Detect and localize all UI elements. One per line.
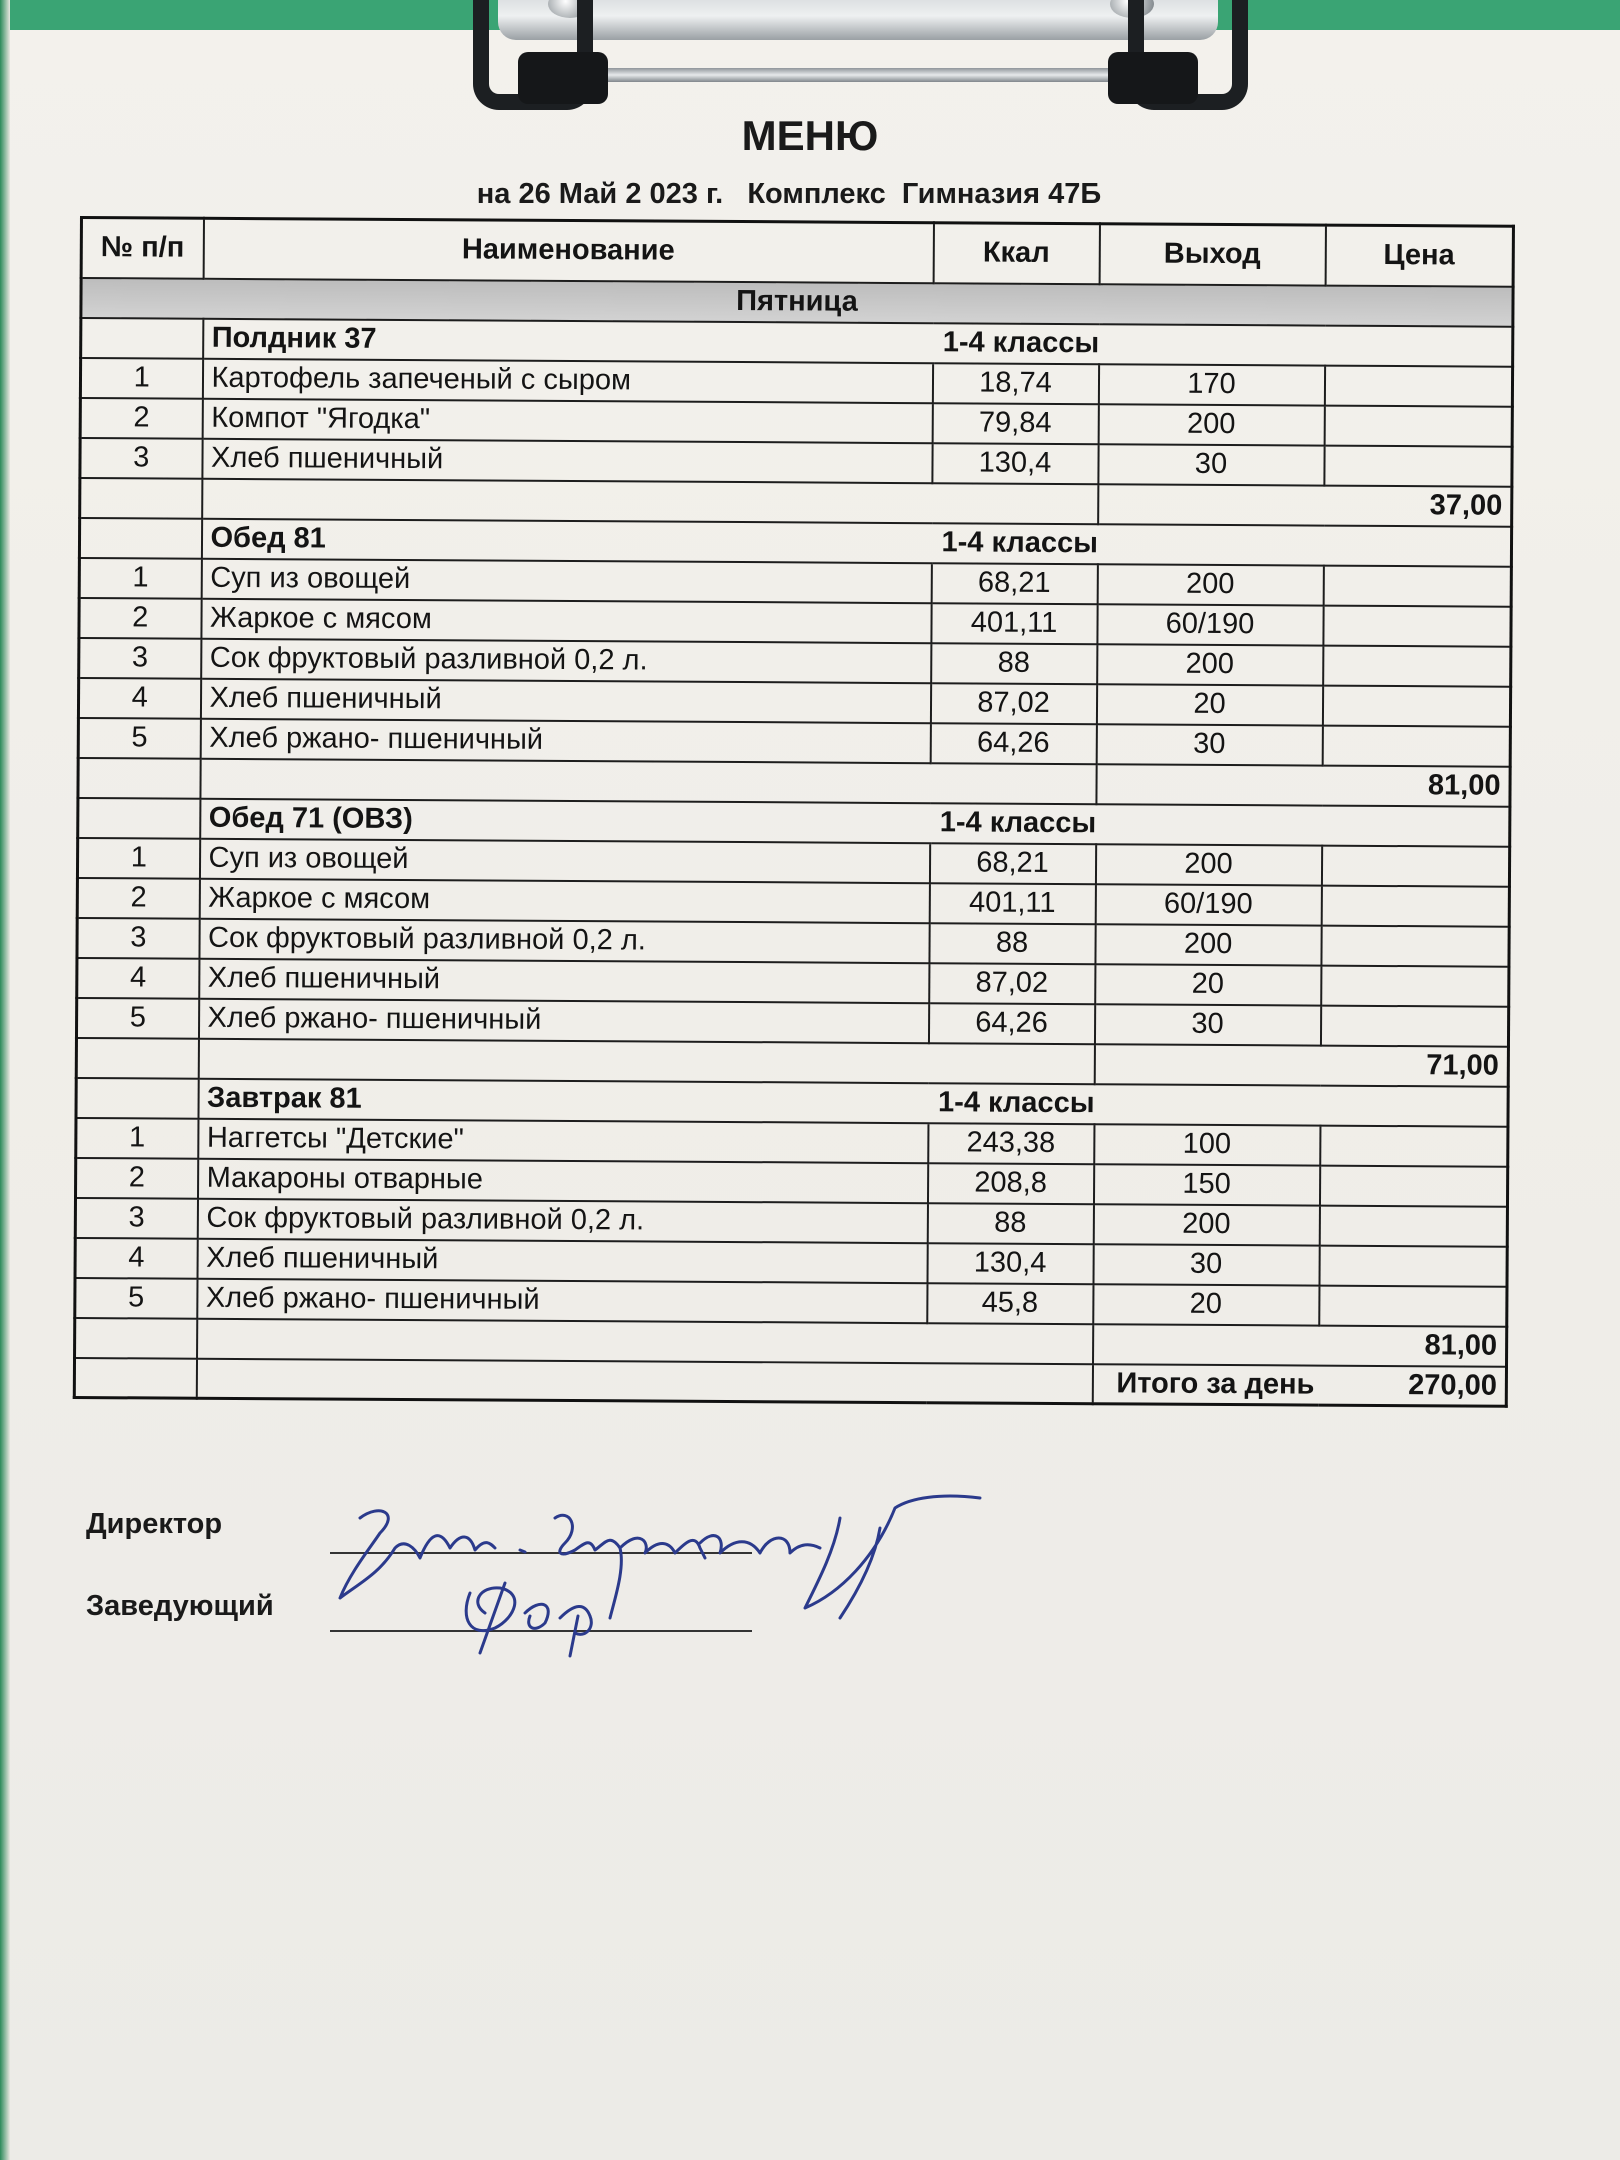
item-number: 5 <box>78 717 200 758</box>
item-kcal: 45,8 <box>927 1283 1093 1324</box>
clipboard-edge <box>0 0 10 2160</box>
item-name: Сок фруктовый разливной 0,2 л. <box>197 1198 927 1242</box>
menu-title: МЕНЮ <box>741 112 879 159</box>
item-number: 3 <box>79 638 201 679</box>
item-kcal: 18,74 <box>932 363 1098 404</box>
item-output: 60/190 <box>1097 604 1323 645</box>
item-kcal: 64,26 <box>930 723 1096 764</box>
item-kcal: 68,21 <box>929 843 1095 884</box>
item-kcal: 88 <box>929 923 1095 964</box>
item-price <box>1323 565 1511 606</box>
item-price <box>1323 605 1511 646</box>
item-output: 30 <box>1096 724 1322 765</box>
section-class: 1-4 классы <box>933 323 1513 367</box>
item-number: 2 <box>80 398 202 439</box>
manager-label: Заведующий <box>86 1590 274 1622</box>
item-output: 150 <box>1093 1164 1319 1205</box>
day-total-value: 270,00 <box>1318 1365 1506 1406</box>
item-output: 200 <box>1097 644 1323 685</box>
director-handwriting <box>340 1496 980 1618</box>
day-total-label: Итого за день <box>1092 1364 1318 1405</box>
col-header-kcal: Ккал <box>933 223 1099 284</box>
item-output: 30 <box>1094 1004 1320 1045</box>
item-price <box>1319 1245 1507 1286</box>
item-kcal: 79,84 <box>932 403 1098 444</box>
item-output: 200 <box>1098 404 1324 445</box>
item-price <box>1319 1165 1507 1206</box>
section-total: 37,00 <box>1098 484 1512 527</box>
handwritten-signatures <box>320 1488 1000 1658</box>
section-num-cell <box>76 1077 198 1118</box>
total-blank-cell <box>198 1038 1094 1083</box>
item-output: 200 <box>1093 1204 1319 1245</box>
item-number: 3 <box>77 917 199 958</box>
item-name: Хлеб пшеничный <box>202 438 932 482</box>
clip-grip-left <box>518 52 608 104</box>
item-price <box>1321 965 1509 1006</box>
day-total-row <box>74 1357 1506 1406</box>
item-name: Хлеб пшеничный <box>197 1238 927 1282</box>
item-kcal: 130,4 <box>927 1243 1093 1284</box>
item-output: 30 <box>1098 444 1324 485</box>
item-kcal: 87,02 <box>930 683 1096 724</box>
manager-handwriting <box>466 1583 591 1656</box>
item-number: 4 <box>75 1237 197 1278</box>
item-name: Сок фруктовый разливной 0,2 л. <box>201 638 931 682</box>
section-num-cell <box>78 797 200 838</box>
item-price <box>1321 885 1509 926</box>
total-num-cell <box>78 757 200 798</box>
item-number: 1 <box>77 837 199 878</box>
item-price <box>1324 365 1512 406</box>
item-output: 200 <box>1095 924 1321 965</box>
item-price <box>1321 925 1509 966</box>
item-number: 2 <box>79 598 201 639</box>
item-output: 200 <box>1095 844 1321 885</box>
item-output: 20 <box>1096 684 1322 725</box>
item-name: Сок фруктовый разливной 0,2 л. <box>199 918 929 962</box>
table-header-row <box>81 218 1513 287</box>
menu-table-body <box>74 278 1513 1407</box>
item-number: 5 <box>76 997 198 1038</box>
item-number: 4 <box>78 678 200 719</box>
item-name: Хлеб ржано- пшеничный <box>198 998 928 1042</box>
item-kcal: 208,8 <box>927 1163 1093 1204</box>
item-number: 1 <box>80 358 202 399</box>
item-kcal: 401,11 <box>929 883 1095 924</box>
section-name: Обед 71 (ОВЗ) <box>200 798 930 842</box>
item-price <box>1320 1005 1508 1046</box>
item-output: 30 <box>1093 1244 1319 1285</box>
menu-subtitle: на 26 Май 2 023 г. Комплекс Гимназия 47Б <box>476 178 1102 210</box>
item-name: Хлеб пшеничный <box>200 678 930 722</box>
item-number: 2 <box>76 1157 198 1198</box>
section-total: 81,00 <box>1096 764 1510 807</box>
item-kcal: 88 <box>927 1203 1093 1244</box>
total-blank-cell <box>197 1318 1093 1363</box>
section-total: 81,00 <box>1093 1324 1507 1367</box>
item-price <box>1322 725 1510 766</box>
item-name: Хлеб пшеничный <box>199 958 929 1002</box>
item-name: Наггетсы "Детские" <box>198 1118 928 1162</box>
item-output: 20 <box>1095 964 1321 1005</box>
item-number: 1 <box>79 558 201 599</box>
item-kcal: 88 <box>931 643 1097 684</box>
section-name: Полдник 37 <box>203 318 933 362</box>
item-price <box>1322 685 1510 726</box>
col-header-output: Выход <box>1099 224 1325 285</box>
item-kcal: 130,4 <box>932 443 1098 484</box>
section-num-cell <box>81 318 203 359</box>
section-name: Завтрак 81 <box>198 1078 928 1122</box>
day-label: Пятница <box>81 278 1513 327</box>
item-name: Жаркое с мясом <box>199 878 929 922</box>
item-price <box>1321 845 1509 886</box>
day-total-num-cell <box>74 1357 196 1398</box>
section-num-cell <box>79 518 201 559</box>
clip-wire <box>538 68 1178 82</box>
item-price <box>1320 1125 1508 1166</box>
item-number: 3 <box>75 1197 197 1238</box>
item-number: 5 <box>75 1277 197 1318</box>
total-blank-cell <box>200 758 1096 803</box>
item-price <box>1319 1205 1507 1246</box>
col-header-name: Наименование <box>203 218 933 282</box>
col-header-num: № п/п <box>81 218 203 279</box>
item-output: 170 <box>1098 364 1324 405</box>
item-price <box>1319 1285 1507 1326</box>
item-kcal: 64,26 <box>928 1003 1094 1044</box>
col-header-price: Цена <box>1325 225 1513 286</box>
total-num-cell <box>75 1317 197 1358</box>
clipboard-clip <box>468 0 1248 130</box>
item-number: 4 <box>77 957 199 998</box>
item-price <box>1324 405 1512 446</box>
section-class: 1-4 классы <box>930 803 1510 847</box>
total-blank-cell <box>202 478 1098 523</box>
item-output: 100 <box>1094 1124 1320 1165</box>
item-number: 2 <box>77 877 199 918</box>
item-name: Компот "Ягодка" <box>202 398 932 442</box>
day-total-blank-cell <box>196 1358 1092 1403</box>
total-num-cell <box>76 1037 198 1078</box>
item-output: 60/190 <box>1095 884 1321 925</box>
item-price <box>1323 645 1511 686</box>
item-output: 200 <box>1097 564 1323 605</box>
item-price <box>1324 445 1512 486</box>
item-kcal: 243,38 <box>928 1123 1094 1164</box>
item-output: 20 <box>1093 1284 1319 1325</box>
item-number: 1 <box>76 1117 198 1158</box>
item-kcal: 87,02 <box>929 963 1095 1004</box>
director-label: Директор <box>86 1508 223 1540</box>
item-number: 3 <box>80 438 202 479</box>
item-name: Суп из овощей <box>201 558 931 602</box>
clip-grip-right <box>1108 52 1198 104</box>
menu-table <box>73 216 1515 1408</box>
item-kcal: 401,11 <box>931 603 1097 644</box>
section-class: 1-4 классы <box>931 523 1511 567</box>
item-name: Макароны отварные <box>198 1158 928 1202</box>
section-total: 71,00 <box>1094 1044 1508 1087</box>
total-num-cell <box>80 478 202 519</box>
section-class: 1-4 классы <box>928 1083 1508 1127</box>
item-name: Хлеб ржано- пшеничный <box>197 1278 927 1322</box>
section-name: Обед 81 <box>201 518 931 562</box>
item-kcal: 68,21 <box>931 563 1097 604</box>
item-name: Жаркое с мясом <box>201 598 931 642</box>
item-name: Хлеб ржано- пшеничный <box>200 718 930 762</box>
item-name: Суп из овощей <box>199 838 929 882</box>
item-name: Картофель запеченый с сыром <box>202 358 932 402</box>
